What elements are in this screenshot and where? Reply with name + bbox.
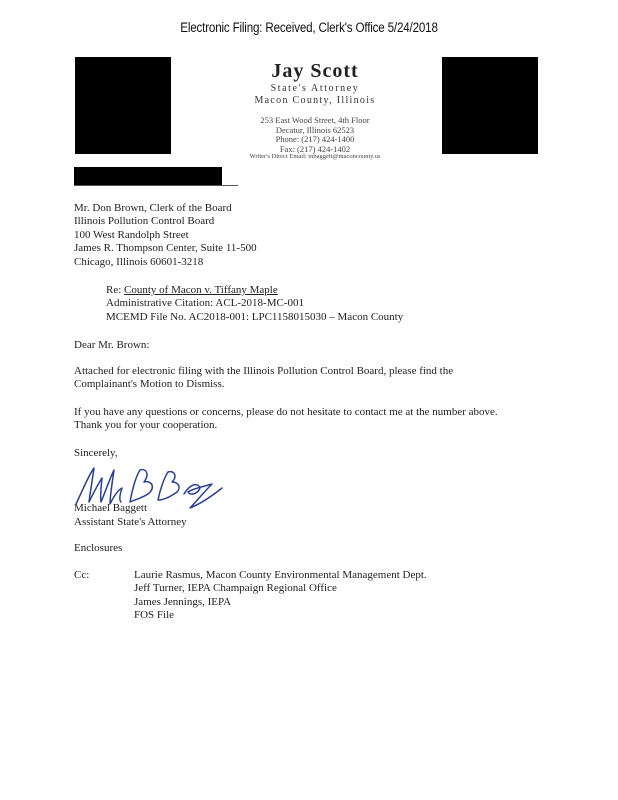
date-underline xyxy=(74,185,238,186)
cc-recipient-1: Laurie Rasmus, Macon County Environmental Management Dept. xyxy=(134,569,427,581)
signer-name: Michael Baggett xyxy=(74,502,148,514)
redacted-logo-right xyxy=(442,57,538,154)
recipient-line-4: James R. Thompson Center, Suite 11-500 xyxy=(74,242,257,254)
re-line xyxy=(106,284,278,297)
body-paragraph-1-line-2: Complainant's Motion to Dismiss. xyxy=(74,378,225,390)
re-file-number: MCEMD File No. AC2018-001: LPC1158015030 – Macon County xyxy=(106,311,404,323)
address-fax: Fax: (217) 424-1402 xyxy=(279,143,351,154)
cc-list xyxy=(134,569,427,623)
re-prefix: Re: xyxy=(106,284,125,296)
letterhead-county: Macon County, Illinois xyxy=(254,95,376,106)
re-citation: Administrative Citation: ACL-2018-MC-001 xyxy=(106,297,304,309)
address-phone: Phone: (217) 424-1400 xyxy=(275,134,355,144)
re-case-name: County of Macon v. Tiffany Maple xyxy=(124,284,278,296)
filing-stamp: Electronic Filing: Received, Clerk's Office 5/24/2018 xyxy=(180,20,438,35)
letterhead-title: State's Attorney xyxy=(270,83,360,94)
recipient-line-1: Mr. Don Brown, Clerk of the Board xyxy=(74,202,232,214)
recipient-line-3: 100 West Randolph Street xyxy=(74,229,189,241)
body-paragraph-2-line-2: Thank you for your cooperation. xyxy=(74,419,218,431)
body-paragraph-1-line-1: Attached for electronic filing with the Illinois Pollution Control Board, please find the xyxy=(74,365,454,377)
cc-recipient-3: James Jennings, IEPA xyxy=(134,595,232,608)
letterhead-name: Jay Scott xyxy=(271,60,359,82)
cc-recipient-2: Jeff Turner, IEPA Champaign Regional Office xyxy=(134,582,337,595)
address-city: Decatur, Illinois 62523 xyxy=(275,124,355,135)
signer-title: Assistant State's Attorney xyxy=(74,516,187,528)
body-paragraph-2-line-1: If you have any questions or concerns, please do not hesitate to contact me at the number above. xyxy=(74,406,498,418)
closing: Sincerely, xyxy=(74,447,118,459)
letterhead-email: Writer's Direct Email: mbaggett@maconcounty.us xyxy=(249,153,381,160)
enclosures-label: Enclosures xyxy=(74,542,123,554)
recipient-line-2: Illinois Pollution Control Board xyxy=(74,215,215,227)
cc-recipient-4: FOS File xyxy=(134,609,175,622)
redacted-logo-left xyxy=(75,57,171,154)
salutation: Dear Mr. Brown: xyxy=(74,339,150,351)
redacted-date xyxy=(74,167,222,186)
recipient-line-5: Chicago, Illinois 60601-3218 xyxy=(74,256,204,268)
address-street: 253 East Wood Street, 4th Floor xyxy=(260,115,370,125)
letterhead-address xyxy=(230,116,400,154)
cc-label: Cc: xyxy=(74,569,90,581)
